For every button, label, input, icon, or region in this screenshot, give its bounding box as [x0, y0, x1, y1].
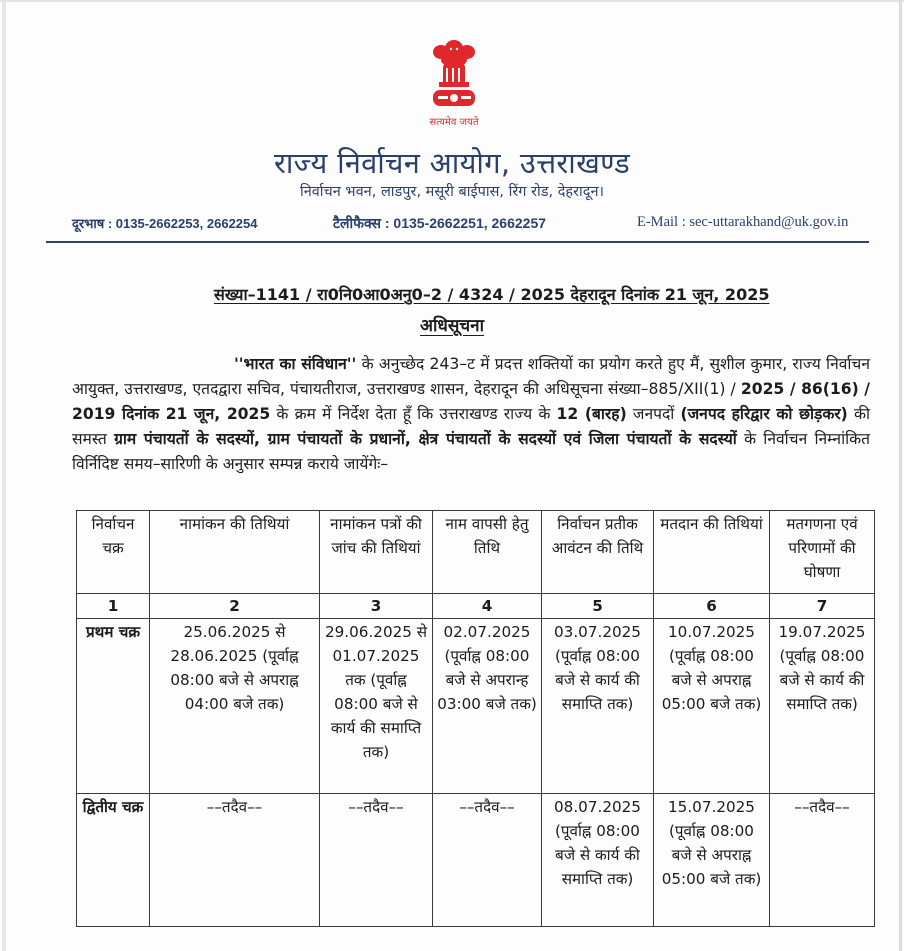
symbol-allotment-date: 08.07.2025 (पूर्वाह्न 08:00 बजे से कार्य की समाप्ति तक)	[542, 794, 654, 927]
body-text: के अनुच्छेद 243–ट में प्रदत्त शक्तियों का प्रयोग करते हुए मैं, सुशील कुमार, राज्य निर्वाचन आयुक्त, उत्तराखण्ड, एतदद्वारा सचिव, पंचायतीराज, उत्तराखण्ड शासन, देहरादून की अधिसूचना संख्या–885/XII(1) /	[72, 355, 870, 398]
notification-title: अधिसूचना	[420, 316, 484, 336]
round-label: प्रथम चक्र	[77, 619, 150, 794]
nomination-dates: 25.06.2025 से 28.06.2025 (पूर्वाह्न 08:00 बजे से अपराह्न 04:00 बजे तक)	[150, 619, 320, 794]
notification-body	[72, 352, 870, 477]
polling-date: 15.07.2025 (पूर्वाह्न 08:00 बजे से अपराह्न 05:00 बजे तक)	[654, 794, 770, 927]
column-number-row	[77, 594, 875, 619]
emblem-motto: सत्यमेव जयते	[429, 117, 479, 128]
column-number: 1	[77, 594, 150, 619]
table-header-row	[77, 511, 875, 594]
body-bold-exclusion: (जनपद हरिद्वार को छोड़कर)	[680, 405, 848, 423]
reference-number-line: संख्या–1141 / रा0नि0आ0अनु0–2 / 4324 / 2025 देहरादून दिनांक 21 जून, 2025	[214, 285, 770, 304]
header-symbol-allotment: निर्वाचन प्रतीक आवंटन की तिथि	[542, 511, 654, 594]
round-label: द्वितीय चक्र	[77, 794, 150, 927]
counting-date: 19.07.2025 (पूर्वाह्न 08:00 बजे से कार्य की समाप्ति तक)	[770, 619, 875, 794]
column-number: 3	[320, 594, 433, 619]
phone-number: दूरभाष : 0135-2662253, 2662254	[72, 216, 258, 231]
withdrawal-date: 02.07.2025 (पूर्वाह्न 08:00 बजे से अपरान्ह 03:00 बजे तक)	[433, 619, 542, 794]
email-address: E-Mail : sec-uttarakhand@uk.gov.in	[637, 214, 849, 230]
body-text: के क्रम में निर्देश देता हूँ कि उत्तराखण्ड राज्य के	[270, 405, 557, 423]
column-number: 2	[150, 594, 320, 619]
symbol-allotment-date: 03.07.2025 (पूर्वाह्न 08:00 बजे से कार्य की समाप्ति तक)	[542, 619, 654, 794]
header-round: निर्वाचन चक्र	[77, 511, 150, 594]
scrutiny-dates: ––तदैव––	[320, 794, 433, 927]
body-bold-constitution: ''भारत का संविधान''	[234, 355, 357, 373]
header-polling: मतदान की तिथियां	[654, 511, 770, 594]
page-edge-top	[0, 0, 904, 2]
body-text: जनपदों	[626, 405, 681, 423]
nomination-dates: ––तदैव––	[150, 794, 320, 927]
column-number: 5	[542, 594, 654, 619]
header-counting: मतगणना एवं परिणामों की घोषणा	[770, 511, 875, 594]
body-bold-count: 12 (बारह)	[556, 405, 627, 423]
state-emblem-icon	[426, 38, 482, 113]
header-divider	[46, 241, 869, 243]
table-row-first-round	[77, 619, 875, 794]
withdrawal-date: ––तदैव––	[433, 794, 542, 927]
body-text: के निर्वाचन निम्नांकित विर्निदिष्ट समय–सारिणी के अनुसार सम्पन्न कराये जायेंगेः–	[72, 430, 871, 473]
header-withdrawal: नाम वापसी हेतु तिथि	[433, 511, 542, 594]
organization-address: निर्वाचन भवन, लाडपुर, मसूरी बाईपास, रिंग रोड, देहरादून।	[299, 184, 605, 200]
scrutiny-dates: 29.06.2025 से 01.07.2025 तक (पूर्वाह्न 08:00 बजे से कार्य की समाप्ति तक)	[320, 619, 433, 794]
column-number: 7	[770, 594, 875, 619]
counting-date: ––तदैव––	[770, 794, 875, 927]
body-bold-ref: 2025 / 86(16) / 2019 दिनांक 21 जून, 2025	[72, 380, 870, 423]
body-text: की समस्त	[72, 405, 871, 448]
organization-title: राज्य निर्वाचन आयोग, उत्तराखण्ड	[273, 146, 630, 180]
fax-number: टैलीफैक्स : 0135-2662251, 2662257	[333, 215, 547, 231]
table-row-second-round	[77, 794, 875, 927]
column-number: 4	[433, 594, 542, 619]
header-scrutiny: नामांकन पत्रों की जांच की तिथियां	[320, 511, 433, 594]
election-schedule-table	[76, 510, 875, 927]
column-number: 6	[654, 594, 770, 619]
header-nomination: नामांकन की तिथियां	[150, 511, 320, 594]
body-bold-bodies: ग्राम पंचायतों के सदस्यों, ग्राम पंचायतों के प्रधानों, क्षेत्र पंचायतों के सदस्यों एवं जिला पंचायतों के सदस्यों	[114, 430, 737, 448]
polling-date: 10.07.2025 (पूर्वाह्न 08:00 बजे से अपराह्न 05:00 बजे तक)	[654, 619, 770, 794]
